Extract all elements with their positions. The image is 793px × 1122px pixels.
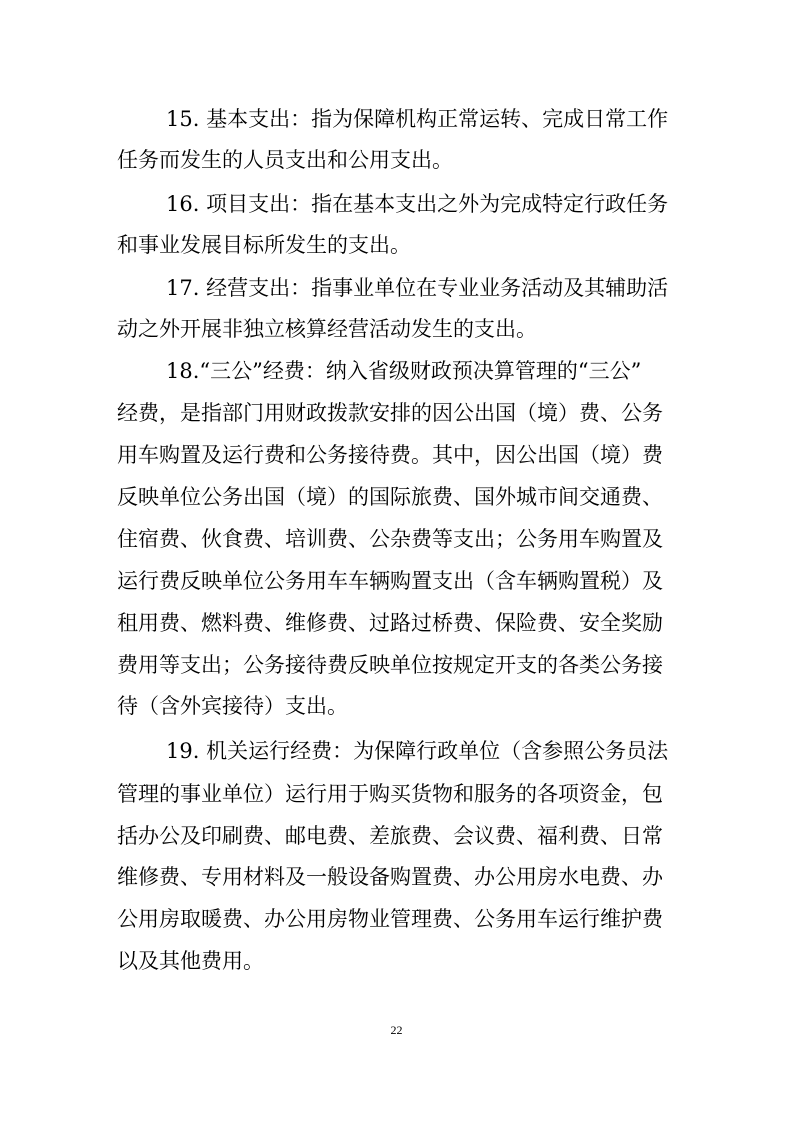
item-19-line-1: 19. 机关运行经费：为保障行政单位（含参照公务员法 xyxy=(166,739,669,763)
item-17-line-1: 17. 经营支出：指事业单位在专业业务活动及其辅助活 xyxy=(166,276,669,300)
item-18-line-1: 18.“三公”经费：纳入省级财政预决算管理的“三公” xyxy=(166,359,642,383)
item-19-line-6: 以及其他费用。 xyxy=(117,949,264,973)
item-18-line-8: 费用等支出；公务接待费反映单位按规定开支的各类公务接 xyxy=(117,653,663,677)
item-18-line-3: 用车购置及运行费和公务接待费。其中，因公出国（境）费 xyxy=(117,443,663,467)
item-18-line-5: 住宿费、伙食费、培训费、公杂费等支出；公务用车购置及 xyxy=(117,527,663,551)
item-16-line-2: 和事业发展目标所发生的支出。 xyxy=(117,233,411,257)
item-19-line-4: 维修费、专用材料及一般设备购置费、办公用房水电费、办 xyxy=(117,865,663,889)
page-number: 22 xyxy=(390,1023,403,1037)
item-19-line-3: 括办公及印刷费、邮电费、差旅费、会议费、福利费、日常 xyxy=(117,824,663,848)
item-17-line-2: 动之外开展非独立核算经营活动发生的支出。 xyxy=(117,317,537,341)
item-18-line-4: 反映单位公务出国（境）的国际旅费、国外城市间交通费、 xyxy=(117,485,663,509)
item-15-line-2: 任务而发生的人员支出和公用支出。 xyxy=(117,148,453,172)
item-18-line-6: 运行费反映单位公务用车车辆购置支出（含车辆购置税）及 xyxy=(117,569,663,593)
item-16-line-1: 16. 项目支出：指在基本支出之外为完成特定行政任务 xyxy=(166,192,669,216)
item-18-line-7: 租用费、燃料费、维修费、过路过桥费、保险费、安全奖励 xyxy=(117,611,663,635)
item-18-line-9: 待（含外宾接待）支出。 xyxy=(117,694,348,718)
item-19-line-2: 管理的事业单位）运行用于购买货物和服务的各项资金，包 xyxy=(117,782,663,806)
item-18-line-2: 经费，是指部门用财政拨款安排的因公出国（境）费、公务 xyxy=(117,401,663,425)
item-15-line-1: 15. 基本支出：指为保障机构正常运转、完成日常工作 xyxy=(166,107,669,131)
item-19-line-5: 公用房取暖费、办公用房物业管理费、公务用车运行维护费 xyxy=(117,907,663,931)
